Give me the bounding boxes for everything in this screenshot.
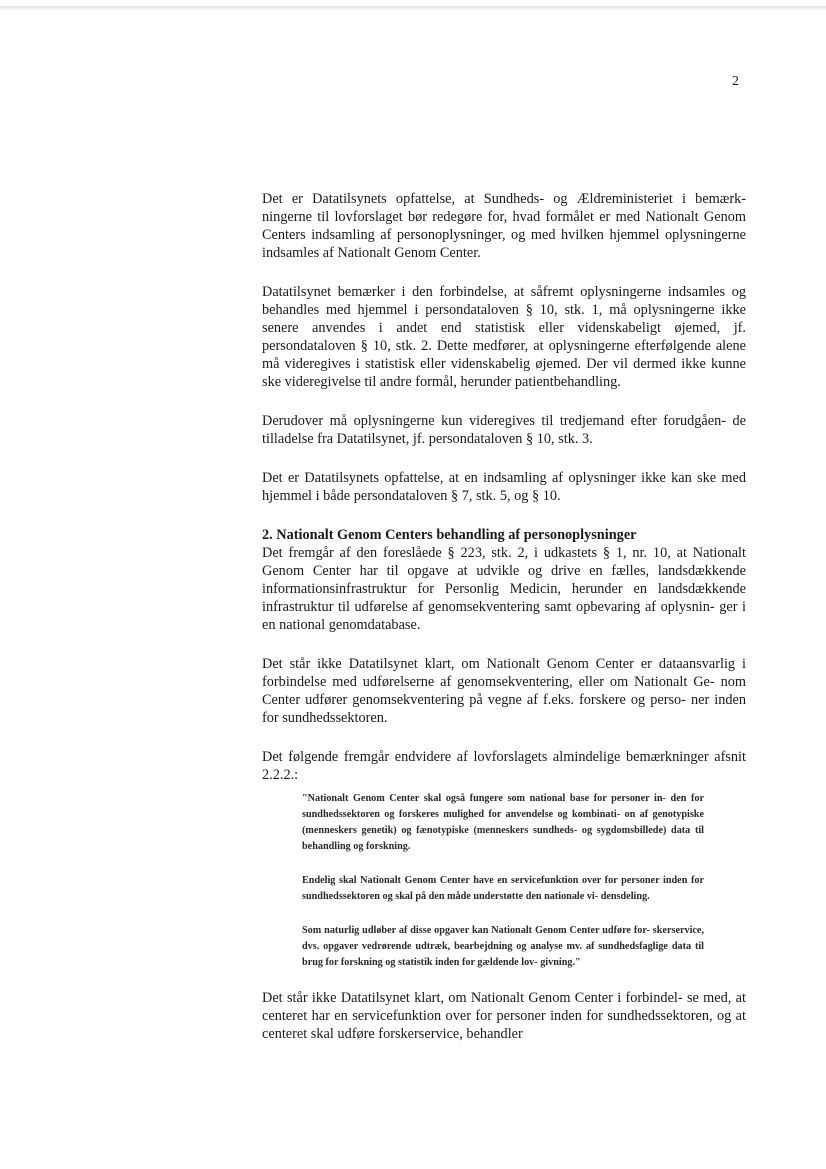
paragraph-4: Det er Datatilsynets opfattelse, at en indsamling af oplysninger ikke kan ske med hjemmel i både persondataloven § 7, stk. 5, og § 10. <box>262 470 746 504</box>
section-heading-2: 2. Nationalt Genom Centers behandling af personoplysninger <box>262 527 637 543</box>
paragraph-1: Det er Datatilsynets opfattelse, at Sundheds- og Ældreministeriet i bemærk- ningerne til lovforslaget bør redegøre for, hvad formålet er med Nationalt Genom Centers indsamling af personoplysninger, og med hvilken hjemmel oplysningerne indsamles af Nationalt Genom Center. <box>262 191 746 261</box>
quote-paragraph-1: "Nationalt Genom Center skal også fungere som national base for personer in- den for sundhedssektoren og forskeres mulighed for anvendelse og kombinati- on af genotypiske (menneskers genetik) og fænotypiske (menneskers sundheds- og sygdomsbillede) data til behandling og forskning. <box>302 793 704 852</box>
paragraph-2: Datatilsynet bemærker i den forbindelse, at såfremt oplysningerne indsamles og behandles med hjemmel i persondataloven § 10, stk. 1, må oplysningerne ikke senere anvendes i andet end statistisk eller videnskabeligt øjemed, jf. persondataloven § 10, stk. 2. Dette medfører, at oplysningerne efterfølgende alene må videregives i statistisk eller videnskabelig øjemed. Der vil dermed ikke kunne ske videregivelse til andre formål, herunder patientbehandling. <box>262 284 746 390</box>
page-number: 2 <box>732 74 739 89</box>
quote-paragraph-2: Endelig skal Nationalt Genom Center have en servicefunktion over for personer inden for sundhedssektoren og skal på den måde understøtte den nationale vi- densdeling. <box>302 875 704 902</box>
block-quote <box>302 791 704 971</box>
paragraph-6: Det står ikke Datatilsynet klart, om Nationalt Genom Center er dataansvarlig i forbindelse med udførelserne af genomsekventering, eller om Nationalt Ge- nom Center udfører genomsekventering på vegne af f.eks. forskere og perso- ner inden for sundhedssektoren. <box>262 656 746 726</box>
paragraph-5: Det fremgår af den foreslåede § 223, stk. 2, i udkastets § 1, nr. 10, at Nationalt Genom Center har til opgave at udvikle og drive en fælles, landsdækkende informationsinfrastruktur for Personlig Medicin, herunder en landsdækkende infrastruktur til udførelse af genomsekventering samt opbevaring af oplysnin- ger i en national genomdatabase. <box>262 545 746 633</box>
paragraph-7: Det følgende fremgår endvidere af lovforslagets almindelige bemærkninger afsnit 2.2.2.: <box>262 749 746 783</box>
paragraph-3: Derudover må oplysningerne kun videregives til tredjemand efter forudgåen- de tilladelse fra Datatilsynet, jf. persondataloven § 10, stk. 3. <box>262 413 746 447</box>
scan-edge <box>0 6 826 10</box>
document-body <box>262 190 746 1064</box>
paragraph-8: Det står ikke Datatilsynet klart, om Nationalt Genom Center i forbindel- se med, at centeret har en servicefunktion over for personer inden for sundhedssektoren, og at centeret skal udføre forskerservice, behandler <box>262 990 746 1042</box>
quote-paragraph-3: Som naturlig udløber af disse opgaver kan Nationalt Genom Center udføre for- skerservice, dvs. opgaver vedrørende udtræk, bearbejdning og analyse mv. af sundhedsfaglige data til brug for forskning og statistik inden for gældende lov- givning." <box>302 925 704 968</box>
